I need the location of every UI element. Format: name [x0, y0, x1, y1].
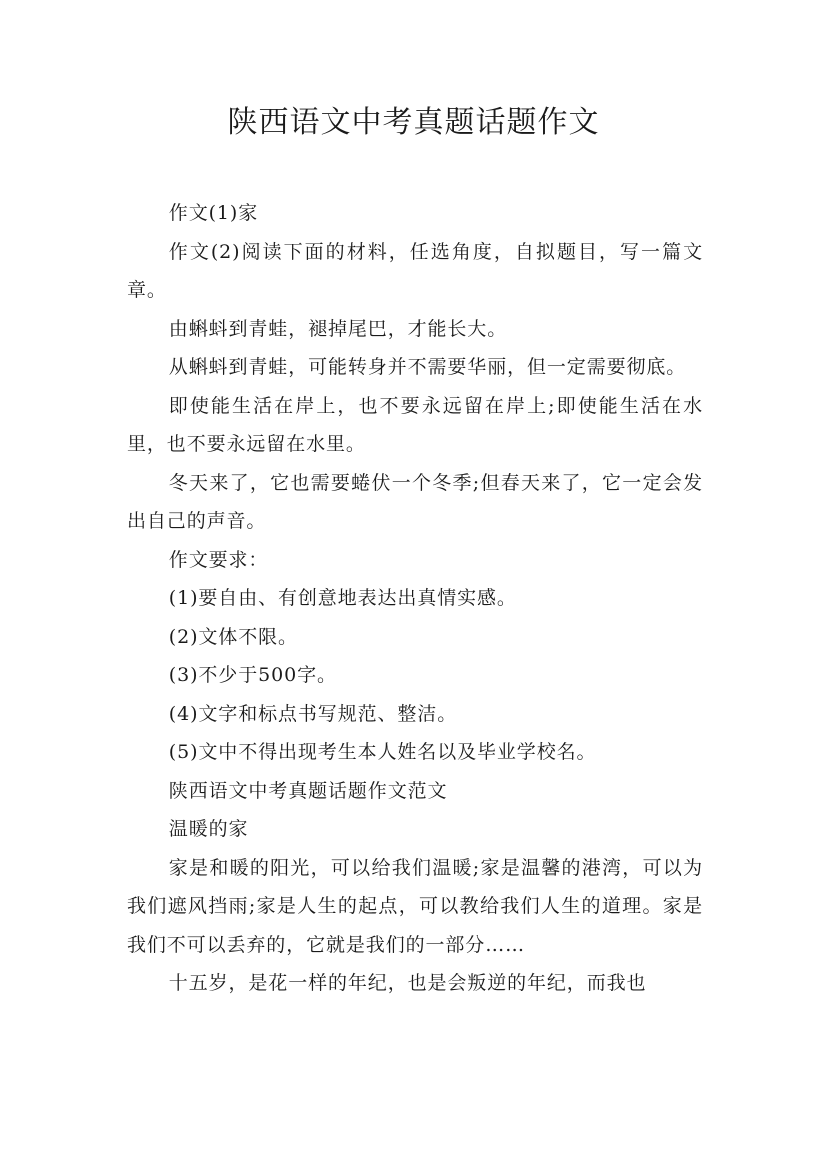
paragraph-sample-body-1: 家是和暖的阳光，可以给我们温暖;家是温馨的港湾，可以为我们遮风挡雨;家是人生的起点，可以教给我们人生的道理。家是我们不可以丢弃的，它就是我们的一部分…… — [127, 856, 703, 956]
paragraph-material-1: 由蝌蚪到青蛙，褪掉尾巴，才能长大。 — [168, 317, 508, 340]
paragraph-requirement-2: (2)文体不限。 — [168, 625, 298, 648]
paragraph-material-4: 冬天来了，它也需要蜷伏一个冬季;但春天来了，它一定会发出自己的声音。 — [127, 471, 703, 532]
paragraph-sample-heading: 陕西语文中考真题话题作文范文 — [168, 779, 448, 802]
paragraph-material-3: 即使能生活在岸上，也不要永远留在岸上;即使能生活在水里，也不要永远留在水里。 — [127, 394, 703, 455]
paragraph-requirements-heading: 作文要求： — [168, 548, 269, 571]
paragraph-requirement-5: (5)文中不得出现考生本人姓名以及毕业学校名。 — [168, 741, 597, 763]
paragraph-material-2: 从蝌蚪到青蛙，可能转身并不需要华丽，但一定需要彻底。 — [168, 356, 687, 378]
paragraph-requirement-3: (3)不少于500字。 — [168, 664, 337, 686]
paragraph-sample-title: 温暖的家 — [168, 818, 249, 840]
paragraph-requirement-4: (4)文字和标点书写规范、整洁。 — [168, 702, 458, 725]
document-title: 陕西语文中考真题话题作文 — [227, 105, 600, 140]
document-body — [127, 194, 703, 1003]
paragraph-sample-body-2: 十五岁，是花一样的年纪，也是会叛逆的年纪，而我也 — [168, 972, 647, 994]
paragraph-essay-1: 作文(1)家 — [168, 202, 259, 224]
paragraph-requirement-1: (1)要自由、有创意地表达出真情实感。 — [168, 587, 517, 609]
paragraph-essay-2: 作文(2)阅读下面的材料，任选角度，自拟题目，写一篇文章。 — [127, 240, 703, 301]
